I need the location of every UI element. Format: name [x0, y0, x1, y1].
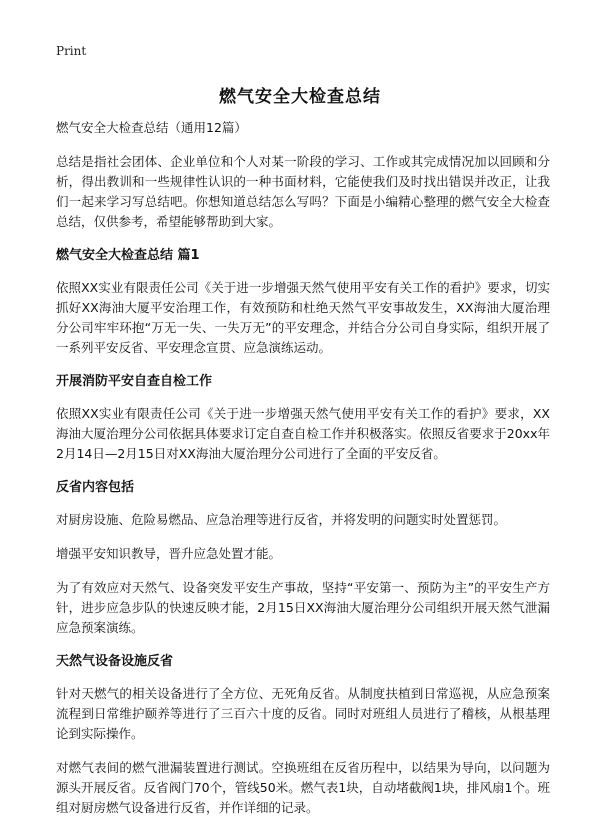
- section-paragraph: 依照XX实业有限责任公司《关于进一步增强天然气使用平安有关工作的看护》要求，XX海油大厦治理分公司依据具体要求订定自查自检工作并积极落实。依照反省要求于20xx年2月14日—2月15日对XX海油大厦治理分公司进行了全面的平安反省。: [56, 406, 550, 461]
- section-heading: 反省内容包括: [56, 480, 135, 495]
- section-paragraph: 依照XX实业有限责任公司《关于进一步增强天然气使用平安有关工作的看护》要求，切实抓好XX海油大厦平安治理工作，有效预防和杜绝天然气平安事故发生，XX海油大厦治理分公司牢牢环抱“万无一失、一失万无”的平安理念，并结合分公司自身实际，组织开展了一系列平安反省、平安理念宣贯、应急演练运动。: [56, 280, 550, 355]
- intro-paragraph: 总结是指社会团体、企业单位和个人对某一阶段的学习、工作或其完成情况加以回顾和分析，得出教训和一些规律性认识的一种书面材料，它能使我们及时找出错误并改正，让我们一起来学习写总结吧。你想知道总结怎么写吗？下面是小编精心整理的燃气安全大检查总结，仅供参考，希望能够帮助到大家。: [56, 154, 550, 229]
- section-heading: 开展消防平安自查自检工作: [56, 374, 213, 389]
- section-paragraph: 为了有效应对天然气、设备突发平安生产事故，坚持“平安第一、预防为主”的平安生产方针，进步应急步队的快速反映才能，2月15日XX海油大厦治理分公司组织开展天然气泄漏应急预案演练。: [56, 580, 550, 635]
- section-paragraph: 针对天燃气的相关设备进行了全方位、无死角反省。从制度扶植到日常巡视，从应急预案流程到日常维护颐养等进行了三百六十度的反省。同时对班组人员进行了稽核，从根基理论到实际操作。: [56, 686, 550, 741]
- section-paragraph: 对燃气表间的燃气泄漏装置进行测试。空换班组在反省历程中，以结果为导向，以问题为源头开展反省。反省阀门70个，管线50米。燃气表1块，自动堵截阀1块，排风扇1个。班组对厨房燃气设备进行反省，并作详细的记录。: [56, 760, 550, 815]
- print-link[interactable]: Print: [56, 44, 87, 58]
- section-paragraph: 对厨房设施、危险易燃品、应急治理等进行反省，并将发明的问题实时处置惩罚。: [56, 512, 507, 527]
- page-title: 燃气安全大检查总结: [219, 87, 381, 107]
- section-paragraph: 增强平安知识教导，晋升应急处置才能。: [56, 546, 282, 561]
- document-subtitle: 燃气安全大检查总结（通用12篇）: [56, 120, 247, 135]
- section-heading: 燃气安全大检查总结 篇1: [56, 248, 200, 263]
- section-heading: 天然气设备设施反省: [56, 654, 174, 669]
- document-body: [56, 118, 550, 832]
